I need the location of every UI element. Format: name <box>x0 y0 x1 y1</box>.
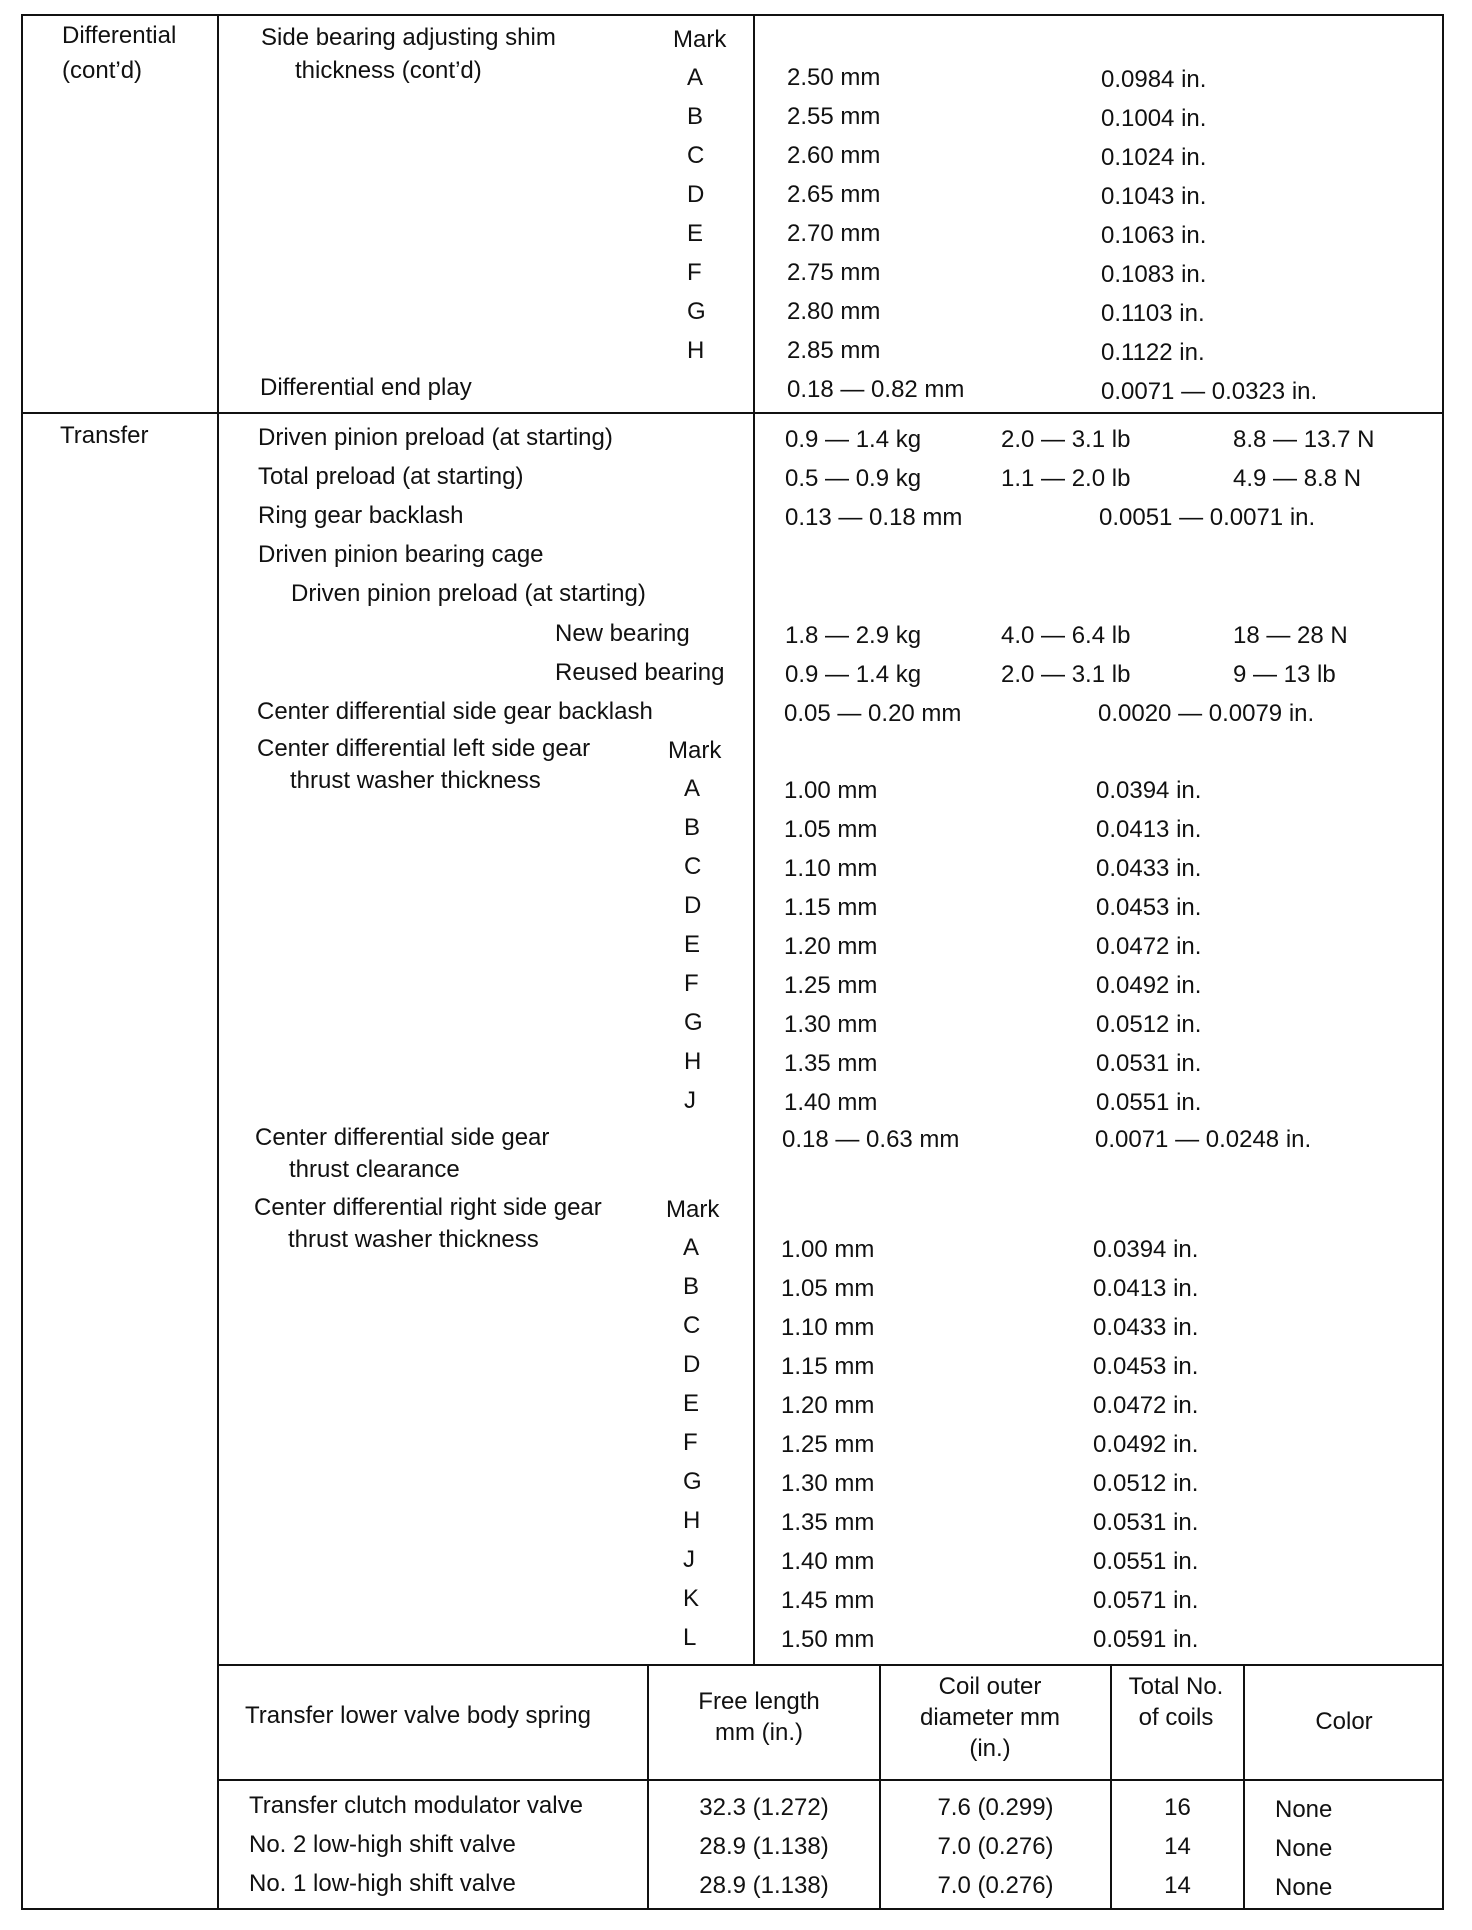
right-washer-mm: 1.30 mm <box>781 1470 875 1497</box>
right-washer-mm: 1.35 mm <box>781 1509 875 1536</box>
right-washer-mark: J <box>683 1546 695 1573</box>
side-gear-backlash-label: Center differential side gear backlash <box>257 698 653 725</box>
thrust-clearance-mm: 0.18 — 0.63 mm <box>782 1126 960 1153</box>
shim-mark: C <box>687 142 705 169</box>
left-washer-mm: 1.00 mm <box>784 777 878 804</box>
right-washer-in: 0.0512 in. <box>1093 1470 1199 1497</box>
left-washer-in: 0.0394 in. <box>1096 777 1202 804</box>
right-washer-in: 0.0591 in. <box>1093 1626 1199 1653</box>
right-washer-mm: 1.20 mm <box>781 1392 875 1419</box>
right-washer-in: 0.0453 in. <box>1093 1353 1199 1380</box>
right-washer-mark: E <box>683 1390 700 1417</box>
spring-row-coils: 14 <box>1164 1833 1191 1860</box>
reused-bearing-lb: 2.0 — 3.1 lb <box>1001 661 1131 688</box>
shim-mm: 2.65 mm <box>787 181 881 208</box>
driven-pinion-preload-kg: 0.9 — 1.4 kg <box>785 426 922 453</box>
right-washer-mark: G <box>683 1468 702 1495</box>
shim-mm: 2.80 mm <box>787 298 881 325</box>
left-washer-in: 0.0531 in. <box>1096 1050 1202 1077</box>
total-preload-kg: 0.5 — 0.9 kg <box>785 465 922 492</box>
left-washer-in: 0.0492 in. <box>1096 972 1202 999</box>
shim-mark: G <box>687 298 706 325</box>
right-washer-mark: C <box>683 1312 701 1339</box>
section-label-differential-contd: (cont’d) <box>62 57 143 84</box>
spring-row-coil-diameter: 7.6 (0.299) <box>937 1794 1054 1821</box>
right-washer-in: 0.0571 in. <box>1093 1587 1199 1614</box>
reused-bearing-label: Reused bearing <box>555 659 725 686</box>
shim-in: 0.1004 in. <box>1101 105 1207 132</box>
spring-row-free-length: 28.9 (1.138) <box>699 1872 829 1899</box>
driven-pinion-preload-n: 8.8 — 13.7 N <box>1233 426 1375 453</box>
shim-mark: F <box>687 259 702 286</box>
spring-row-free-length: 28.9 (1.138) <box>699 1833 829 1860</box>
spring-header-free-length: Free length mm (in.) <box>698 1688 820 1746</box>
new-bearing-n: 18 — 28 N <box>1233 622 1348 649</box>
left-washer-in: 0.0453 in. <box>1096 894 1202 921</box>
border-right <box>1442 14 1444 1910</box>
border-bottom <box>21 1908 1444 1910</box>
right-washer-mark: F <box>683 1429 698 1456</box>
spring-row-coils: 14 <box>1164 1872 1191 1899</box>
left-washer-mark-header: Mark <box>668 737 722 764</box>
right-washer-mark: A <box>683 1234 700 1261</box>
right-washer-mm: 1.05 mm <box>781 1275 875 1302</box>
left-washer-mm: 1.35 mm <box>784 1050 878 1077</box>
right-washer-mm: 1.10 mm <box>781 1314 875 1341</box>
spring-header-coil-diameter: Coil outer diameter mm (in.) <box>919 1673 1061 1762</box>
spring-row-free-length: 32.3 (1.272) <box>699 1794 829 1821</box>
shim-label-line1: Side bearing adjusting shim <box>261 24 556 51</box>
shim-mark: E <box>687 220 704 247</box>
right-washer-mm: 1.15 mm <box>781 1353 875 1380</box>
shim-mm: 2.70 mm <box>787 220 881 247</box>
new-bearing-lb: 4.0 — 6.4 lb <box>1001 622 1131 649</box>
spring-row-coil-diameter: 7.0 (0.276) <box>937 1833 1054 1860</box>
left-washer-mark: C <box>684 853 702 880</box>
left-washer-mark: J <box>684 1087 696 1114</box>
shim-mm: 2.50 mm <box>787 64 881 91</box>
right-washer-mm: 1.50 mm <box>781 1626 875 1653</box>
spring-row-color: None <box>1275 1835 1333 1862</box>
left-washer-mm: 1.10 mm <box>784 855 878 882</box>
side-gear-backlash-mm: 0.05 — 0.20 mm <box>784 700 962 727</box>
left-washer-mm: 1.20 mm <box>784 933 878 960</box>
shim-in: 0.1024 in. <box>1101 144 1207 171</box>
spring-header-total-coils: Total No. of coils <box>1128 1673 1224 1731</box>
spring-row-name: Transfer clutch modulator valve <box>249 1792 583 1819</box>
spring-row-color: None <box>1275 1874 1333 1901</box>
left-washer-mark: G <box>684 1009 703 1036</box>
right-washer-mark: H <box>683 1507 701 1534</box>
right-washer-mm: 1.40 mm <box>781 1548 875 1575</box>
left-washer-label-line2: thrust washer thickness <box>290 767 541 794</box>
right-washer-mark: B <box>683 1273 700 1300</box>
spring-row-name: No. 1 low-high shift valve <box>249 1870 516 1897</box>
side-gear-backlash-in: 0.0020 — 0.0079 in. <box>1098 700 1315 727</box>
ring-gear-backlash-label: Ring gear backlash <box>258 502 464 529</box>
left-washer-mm: 1.40 mm <box>784 1089 878 1116</box>
spring-header-color: Color <box>1315 1708 1373 1735</box>
end-play-in: 0.0071 — 0.0323 in. <box>1101 378 1318 405</box>
shim-mm: 2.75 mm <box>787 259 881 286</box>
shim-mm: 2.55 mm <box>787 103 881 130</box>
left-washer-mm: 1.25 mm <box>784 972 878 999</box>
shim-in: 0.1083 in. <box>1101 261 1207 288</box>
end-play-mm: 0.18 — 0.82 mm <box>787 376 965 403</box>
left-washer-mark: A <box>684 775 701 802</box>
right-washer-mm: 1.00 mm <box>781 1236 875 1263</box>
new-bearing-label: New bearing <box>555 620 690 647</box>
thrust-clearance-label-line1: Center differential side gear <box>255 1124 550 1151</box>
shim-label-line2: thickness (cont’d) <box>295 57 482 84</box>
border-top <box>21 14 1444 16</box>
spring-table-top <box>217 1664 1444 1666</box>
left-washer-mark: B <box>684 814 701 841</box>
shim-mark: A <box>687 64 704 91</box>
shim-mark: H <box>687 337 705 364</box>
left-washer-mm: 1.05 mm <box>784 816 878 843</box>
driven-pinion-preload-lb: 2.0 — 3.1 lb <box>1001 426 1131 453</box>
differential-transfer-divider <box>21 412 1444 414</box>
total-preload-lb: 1.1 — 2.0 lb <box>1001 465 1131 492</box>
shim-mm: 2.85 mm <box>787 337 881 364</box>
spring-row-coils: 16 <box>1164 1794 1191 1821</box>
driven-pinion-preload-label: Driven pinion preload (at starting) <box>258 424 613 451</box>
cage-preload-label: Driven pinion preload (at starting) <box>291 580 646 607</box>
right-washer-in: 0.0433 in. <box>1093 1314 1199 1341</box>
thrust-clearance-in: 0.0071 — 0.0248 in. <box>1095 1126 1312 1153</box>
right-washer-mm: 1.45 mm <box>781 1587 875 1614</box>
thrust-clearance-label-line2: thrust clearance <box>289 1156 460 1183</box>
right-washer-in: 0.0472 in. <box>1093 1392 1199 1419</box>
left-washer-mark: E <box>684 931 701 958</box>
right-washer-label-line2: thrust washer thickness <box>288 1226 539 1253</box>
shim-in: 0.1122 in. <box>1101 339 1205 366</box>
total-preload-label: Total preload (at starting) <box>258 463 524 490</box>
left-washer-mm: 1.30 mm <box>784 1011 878 1038</box>
right-washer-in: 0.0492 in. <box>1093 1431 1199 1458</box>
shim-in: 0.1063 in. <box>1101 222 1207 249</box>
spring-table-header-bottom <box>217 1779 1444 1781</box>
left-washer-mark: F <box>684 970 699 997</box>
spring-row-name: No. 2 low-high shift valve <box>249 1831 516 1858</box>
right-washer-in: 0.0413 in. <box>1093 1275 1199 1302</box>
section-label-differential: Differential <box>62 22 177 49</box>
bearing-cage-label: Driven pinion bearing cage <box>258 541 544 568</box>
right-washer-mm: 1.25 mm <box>781 1431 875 1458</box>
shim-mark: D <box>687 181 705 208</box>
left-washer-mm: 1.15 mm <box>784 894 878 921</box>
left-washer-mark: D <box>684 892 702 919</box>
left-washer-in: 0.0472 in. <box>1096 933 1202 960</box>
shim-in: 0.1043 in. <box>1101 183 1207 210</box>
value-divider <box>753 14 755 1666</box>
right-washer-label-line1: Center differential right side gear <box>254 1194 602 1221</box>
spring-header-name: Transfer lower valve body spring <box>245 1702 591 1729</box>
spring-row-coil-diameter: 7.0 (0.276) <box>937 1872 1054 1899</box>
reused-bearing-kg: 0.9 — 1.4 kg <box>785 661 922 688</box>
shim-mm: 2.60 mm <box>787 142 881 169</box>
right-washer-mark-header: Mark <box>666 1196 720 1223</box>
right-washer-mark: D <box>683 1351 701 1378</box>
right-washer-in: 0.0531 in. <box>1093 1509 1199 1536</box>
spring-row-color: None <box>1275 1796 1333 1823</box>
left-washer-in: 0.0551 in. <box>1096 1089 1202 1116</box>
shim-mark-header: Mark <box>673 26 727 53</box>
total-preload-n: 4.9 — 8.8 N <box>1233 465 1362 492</box>
right-washer-in: 0.0394 in. <box>1093 1236 1199 1263</box>
shim-mark: B <box>687 103 704 130</box>
right-washer-mark: K <box>683 1585 700 1612</box>
left-washer-in: 0.0413 in. <box>1096 816 1202 843</box>
shim-in: 0.0984 in. <box>1101 66 1207 93</box>
spring-col-divider-4 <box>1243 1664 1245 1910</box>
shim-in: 0.1103 in. <box>1101 300 1205 327</box>
section-label-transfer: Transfer <box>60 422 149 449</box>
ring-gear-backlash-in: 0.0051 — 0.0071 in. <box>1099 504 1316 531</box>
ring-gear-backlash-mm: 0.13 — 0.18 mm <box>785 504 963 531</box>
border-left <box>21 14 23 1910</box>
right-washer-in: 0.0551 in. <box>1093 1548 1199 1575</box>
new-bearing-kg: 1.8 — 2.9 kg <box>785 622 922 649</box>
end-play-label: Differential end play <box>260 374 472 401</box>
reused-bearing-n: 9 — 13 lb <box>1233 661 1336 688</box>
section-divider <box>217 14 219 1910</box>
left-washer-in: 0.0512 in. <box>1096 1011 1202 1038</box>
left-washer-label-line1: Center differential left side gear <box>257 735 591 762</box>
left-washer-in: 0.0433 in. <box>1096 855 1202 882</box>
left-washer-mark: H <box>684 1048 702 1075</box>
right-washer-mark: L <box>683 1624 697 1651</box>
